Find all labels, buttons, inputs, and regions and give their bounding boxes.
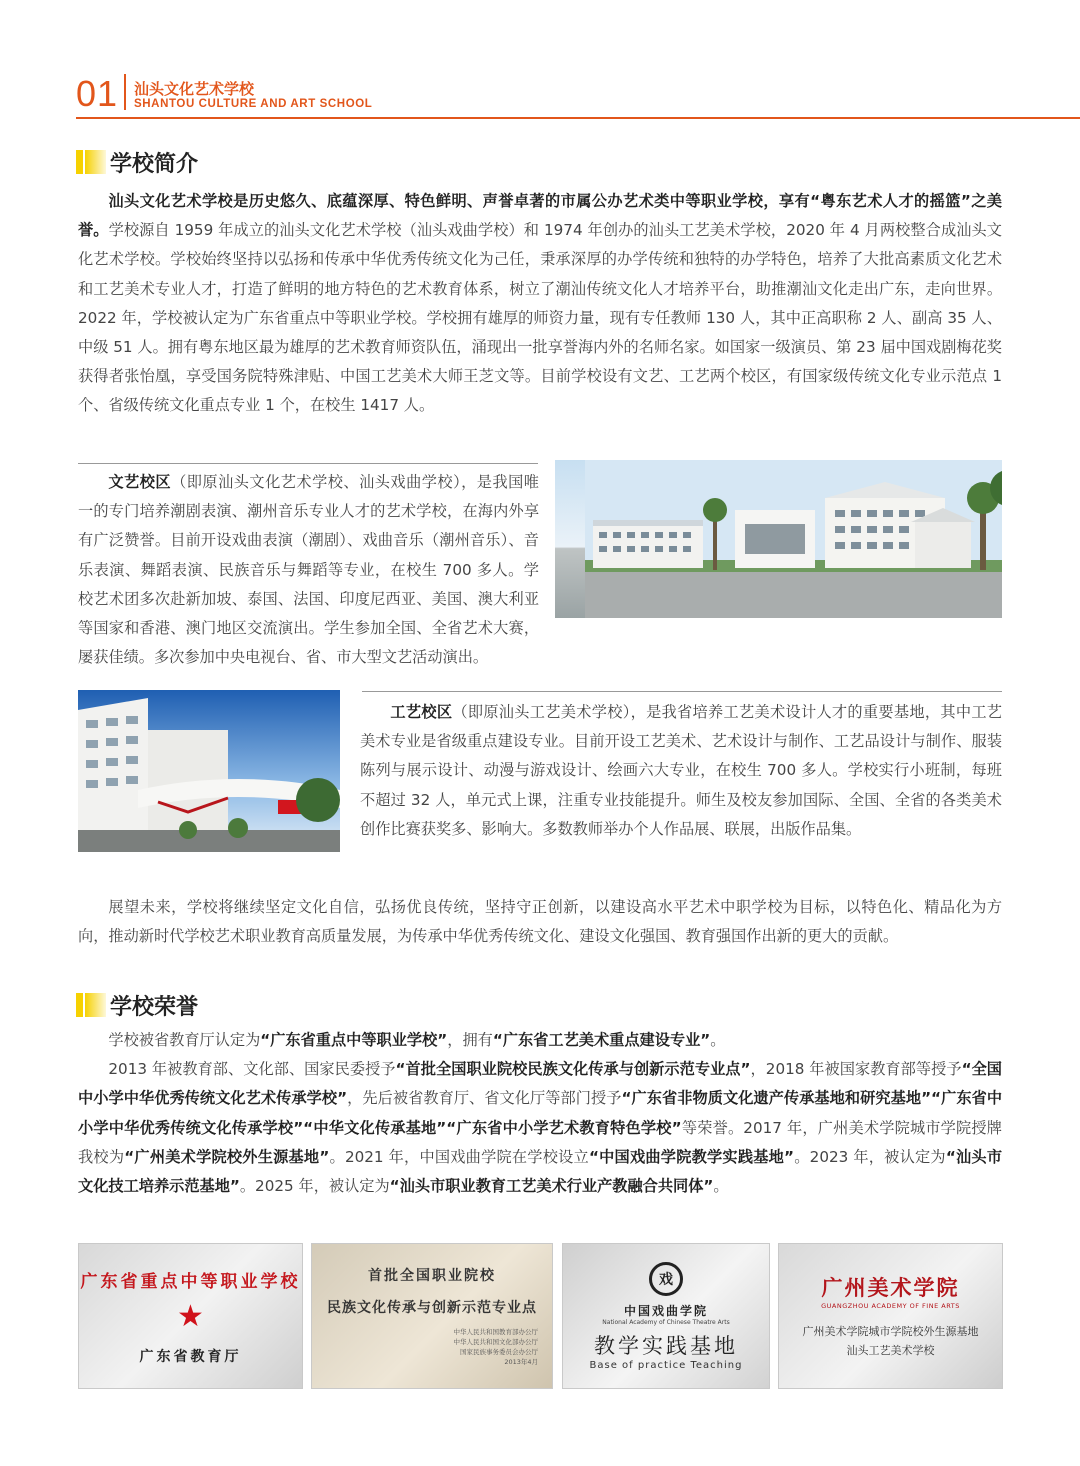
honor-paragraph-1	[78, 1026, 1002, 1055]
honor-text: 2013 年被教育部、文化部、国家民委授予	[108, 1060, 396, 1079]
campus1-photo	[555, 460, 1002, 618]
header-rule	[76, 117, 1080, 119]
plaque-guangdong-key-school	[78, 1243, 303, 1389]
honor-title: “广州美术学院校外生源基地”	[124, 1147, 330, 1166]
honor-title: “广东省重点中等职业学校”	[260, 1031, 448, 1049]
campus2-name: 工艺校区	[390, 703, 453, 721]
header-divider	[124, 74, 126, 110]
intro-bold-text: 汕头文化艺术学校是历史悠久、底蕴深厚、特色鲜明、声誉卓著的市属公办艺术类中等职业学校，享有“粤东艺术人才的摇篮”之美誉。	[78, 192, 1002, 240]
honor-text: ，2018 年被国家教育部等授予	[750, 1060, 962, 1079]
honor-title: “广东省非物质文化遗产传承基地和研究基地”“广东省中小学中华优秀传统文化传承学校”“中华文化传承基地”“广东省中小学艺术教育特色学校”	[78, 1089, 1003, 1137]
honor-title: “汕头市职业教育工艺美术行业产教融合共同体”	[389, 1177, 714, 1196]
plaque-fine-arts-academy	[778, 1243, 1003, 1389]
honor-title: “全国中小学中华优秀传统文化艺术传承学校”	[78, 1060, 1002, 1108]
page-number: 01	[76, 73, 119, 114]
plaque4-line1: 广州美术学院城市学院校外生源基地	[802, 1325, 979, 1338]
plaque4-name-en: GUANGZHOU ACADEMY OF FINE ARTS	[821, 1302, 960, 1310]
plaque3-subtitle: Base of practice Teaching	[589, 1359, 743, 1371]
section-marker-icon	[76, 993, 106, 1017]
honor-title: “中国戏曲学院教学实践基地”	[588, 1147, 795, 1166]
intro-text: 学校源自 1959 年成立的汕头文化艺术学校（汕头戏曲学校）和 1974 年创办的汕头工艺美术学校，2020 年 4 月两校整合成汕头文化艺术学校。学校始终坚持以弘扬和传承中华优秀传统文化为己任，秉承深厚的办学传统和独特的办学特色，培养了大批高素质文化艺术和工艺美术专业人才，打造了鲜明的地方特色的艺术教育体系，树立了潮汕传统文化人才培养平台，助推潮汕文化走出广东，走向世界。2022 年，学校被认定为广东省重点中等职业学校。学校拥有雄厚的师资力量，现有专任教师 130 人，其中正高职称 2 人、副高 35 人、中级 51 人。拥有粤东地区最为雄厚的艺术教育师资队伍，涌现出一批享誉海内外的名师名家。如国家一级演员、第 23 届中国戏剧梅花奖获得者张怡凰，享受国务院特殊津贴、中国工艺美术大师王芝文等。目前学校设有文艺、工艺两个校区，有国家级传统文化专业示范点 1 个、省级传统文化重点专业 1 个，在校生 1417 人。	[78, 221, 1002, 415]
plaque-ethnic-culture	[311, 1243, 553, 1389]
honor-text: 学校被省教育厅认定为	[108, 1031, 261, 1049]
campus2-paragraph	[78, 698, 1002, 858]
plaque3-name: 中国戏曲学院	[623, 1303, 708, 1318]
campus2-text: （即原汕头工艺美术学校），是我省培养工艺美术设计人才的重要基地，其中工艺美术专业是省级重点建设专业。目前开设工艺美术、艺术设计与制作、工艺品设计与制作、服装陈列与展示设计、动漫与游戏设计、绘画六大专业，在校生 700 多人。学校实行小班制，每班不超过 32 人，单元式上课，注重专业技能提升。师生及校友参加国际、全国、全省的各类美术创作比赛获奖多、影响大。多数教师举办个人作品展、联展，出版作品集。	[360, 703, 1002, 838]
plaque2-issuers	[454, 1327, 539, 1367]
campus1-name: 文艺校区	[108, 473, 172, 491]
intro-paragraph	[78, 187, 1002, 421]
campus2-rule	[362, 691, 1002, 692]
outlook-paragraph: 展望未来，学校将继续坚定文化自信，弘扬优良传统，坚持守正创新，以建设高水平艺术中职学校为目标，以特色化、精品化为方向，推动新时代学校艺术职业教育高质量发展，为传承中华优秀传统文化、建设文化强国、教育强国作出新的更大的贡献。	[78, 898, 1002, 946]
section-title-intro	[76, 147, 198, 177]
honors-paragraphs	[78, 1026, 1002, 1201]
honor-text: 。	[713, 1177, 729, 1196]
campus1-rule	[78, 463, 538, 464]
honor-title: “首批全国职业院校民族文化传承与创新示范专业点”	[395, 1060, 751, 1079]
school-name-en: SHANTOU CULTURE AND ART SCHOOL	[134, 98, 373, 110]
honor-title: “广东省工艺美术重点建设专业”	[492, 1031, 711, 1049]
plaque1-org: 广东省教育厅	[139, 1348, 242, 1365]
honor-text: 。2021 年，中国戏曲学院在学校设立	[329, 1147, 589, 1166]
plaque2-line2: 民族文化传承与创新示范专业点	[327, 1300, 537, 1316]
honor-text: ，拥有	[447, 1031, 493, 1049]
plaque4-name: 广州美术学院	[821, 1275, 960, 1300]
honor-text: 。2025 年，被认定为	[239, 1177, 390, 1196]
honor-text: 等荣誉。2017 年，广州美术学院城市学院授牌我校为	[78, 1118, 1002, 1166]
plaque2-issuer: 中华人民共和国文化部办公厅	[453, 1338, 538, 1346]
section-title-text: 学校荣誉	[110, 994, 199, 1020]
campus1-text: （即原汕头文化艺术学校、汕头戏曲学校），是我国唯一的专门培养潮剧表演、潮州音乐专业人才的艺术学校，在海内外享有广泛赞誉。目前开设戏曲表演（潮剧）、戏曲音乐（潮州音乐）、音乐表演、舞蹈表演、民族音乐与舞蹈等专业，在校生 700 多人。学校艺术团多次赴新加坡、泰国、法国、印度尼西亚、美国、澳大利亚等国家和香港、澳门地区交流演出。学生参加全国、全省艺术大赛，屡获佳绩。多次参加中央电视台、省、市大型文艺活动演出。	[78, 473, 539, 667]
honor-title: “汕头市文化技工培养示范基地”	[78, 1147, 1003, 1196]
section-title-honors	[76, 990, 198, 1020]
section-title-text: 学校简介	[110, 151, 199, 177]
plaque2-line1: 首批全国职业院校	[368, 1268, 496, 1284]
honor-paragraph-2	[78, 1055, 1002, 1201]
plaque1-title: 广东省重点中等职业学校	[80, 1271, 301, 1292]
school-name-cn: 汕头文化艺术学校	[134, 80, 255, 98]
red-star-icon: ★	[177, 1298, 204, 1334]
campus2-photo	[78, 690, 340, 852]
plaque4-line2: 汕头工艺美术学校	[846, 1344, 935, 1357]
honor-text: ，先后被省教育厅、省文化厅等部门授予	[347, 1089, 622, 1108]
section-marker-icon	[76, 150, 106, 174]
campus1-paragraph	[78, 468, 1002, 672]
opera-academy-logo-icon: 戏	[649, 1262, 683, 1296]
plaque2-issuer: 中华人民共和国教育部办公厅	[453, 1328, 538, 1336]
plaque3-title: 教学实践基地	[594, 1333, 738, 1358]
plaque-opera-academy	[562, 1243, 770, 1389]
honor-text: 。	[710, 1031, 726, 1049]
plaque2-date: 2013年4月	[504, 1358, 538, 1366]
honor-text: 。2023 年，被认定为	[794, 1147, 946, 1166]
plaque2-issuer: 国家民族事务委员会办公厅	[460, 1348, 538, 1356]
plaque3-name-en: National Academy of Chinese Theatre Arts	[602, 1318, 730, 1326]
